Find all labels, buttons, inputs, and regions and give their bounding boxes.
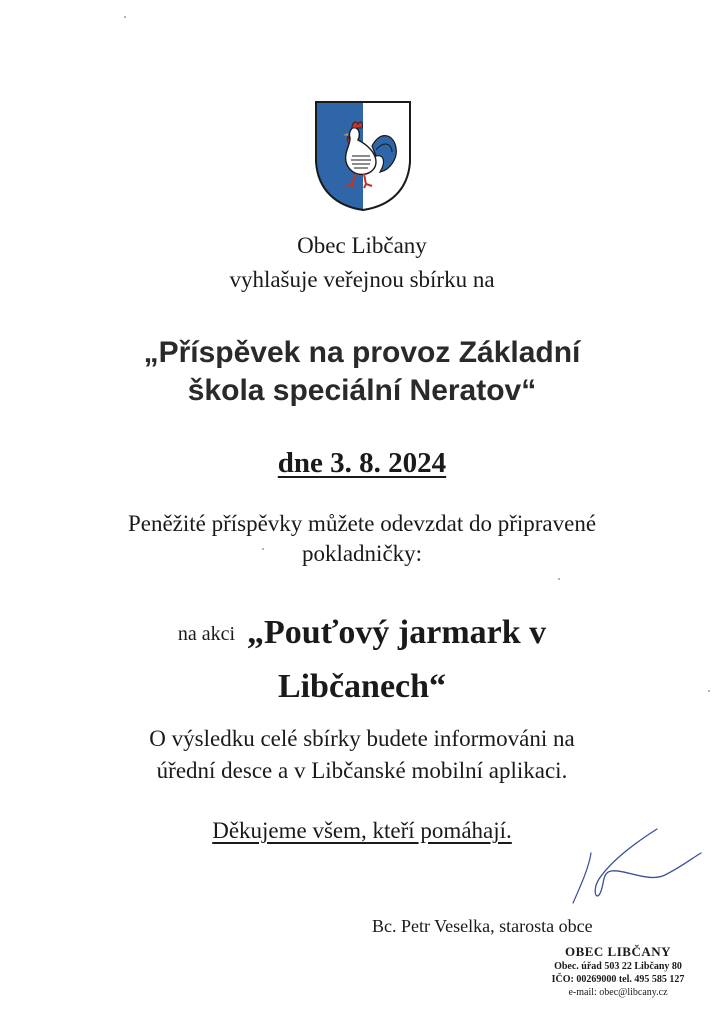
event-prefix: na akci bbox=[177, 623, 236, 645]
thanks-line: Děkujeme všem, kteří pomáhají. bbox=[212, 818, 512, 843]
collection-date-text: dne 3. 8. 2024 bbox=[277, 447, 447, 479]
signer-name: Bc. Petr Veselka, starosta obce bbox=[372, 916, 593, 936]
stamp-email: e-mail: obec@libcany.cz bbox=[568, 987, 668, 998]
event-block bbox=[0, 609, 724, 717]
collection-title-line-2: škola speciální Neratov“ bbox=[187, 374, 537, 407]
result-info bbox=[0, 723, 724, 787]
municipality-name: Obec Libčany bbox=[297, 233, 427, 258]
event-line-2 bbox=[0, 663, 724, 717]
donation-line-1: Peněžité příspěvky můžete odevzdat do připravené bbox=[127, 511, 597, 536]
stamp-title: OBEC LIBČANY bbox=[564, 944, 672, 959]
donation-line-2: pokladničky: bbox=[301, 541, 423, 566]
collection-date bbox=[0, 446, 724, 480]
signature-icon bbox=[565, 823, 705, 909]
donation-instructions bbox=[0, 509, 724, 569]
event-name-line-2: Libčanech“ bbox=[277, 668, 447, 705]
coat-of-arms-icon bbox=[314, 100, 412, 212]
official-stamp bbox=[528, 944, 708, 999]
event-line-1 bbox=[0, 609, 724, 663]
result-line-1: O výsledku celé sbírky budete informováni na bbox=[149, 726, 575, 751]
event-name-line-1: „Pouťový jarmark v bbox=[247, 614, 547, 651]
stamp-ico-phone: IČO: 00269000 tel. 495 585 127 bbox=[551, 974, 685, 985]
result-line-2: úřední desce a v Libčanské mobilní aplikaci. bbox=[156, 758, 568, 783]
collection-title-line-1: „Příspěvek na provoz Základní bbox=[143, 336, 581, 369]
announcement-text: vyhlašuje veřejnou sbírku na bbox=[229, 267, 495, 292]
scan-speck bbox=[124, 16, 126, 18]
scan-speck bbox=[558, 578, 560, 580]
collection-title bbox=[0, 334, 724, 410]
scan-speck bbox=[708, 690, 710, 692]
stamp-address: Obec. úřad 503 22 Libčany 80 bbox=[554, 961, 682, 972]
scan-speck bbox=[262, 548, 264, 550]
